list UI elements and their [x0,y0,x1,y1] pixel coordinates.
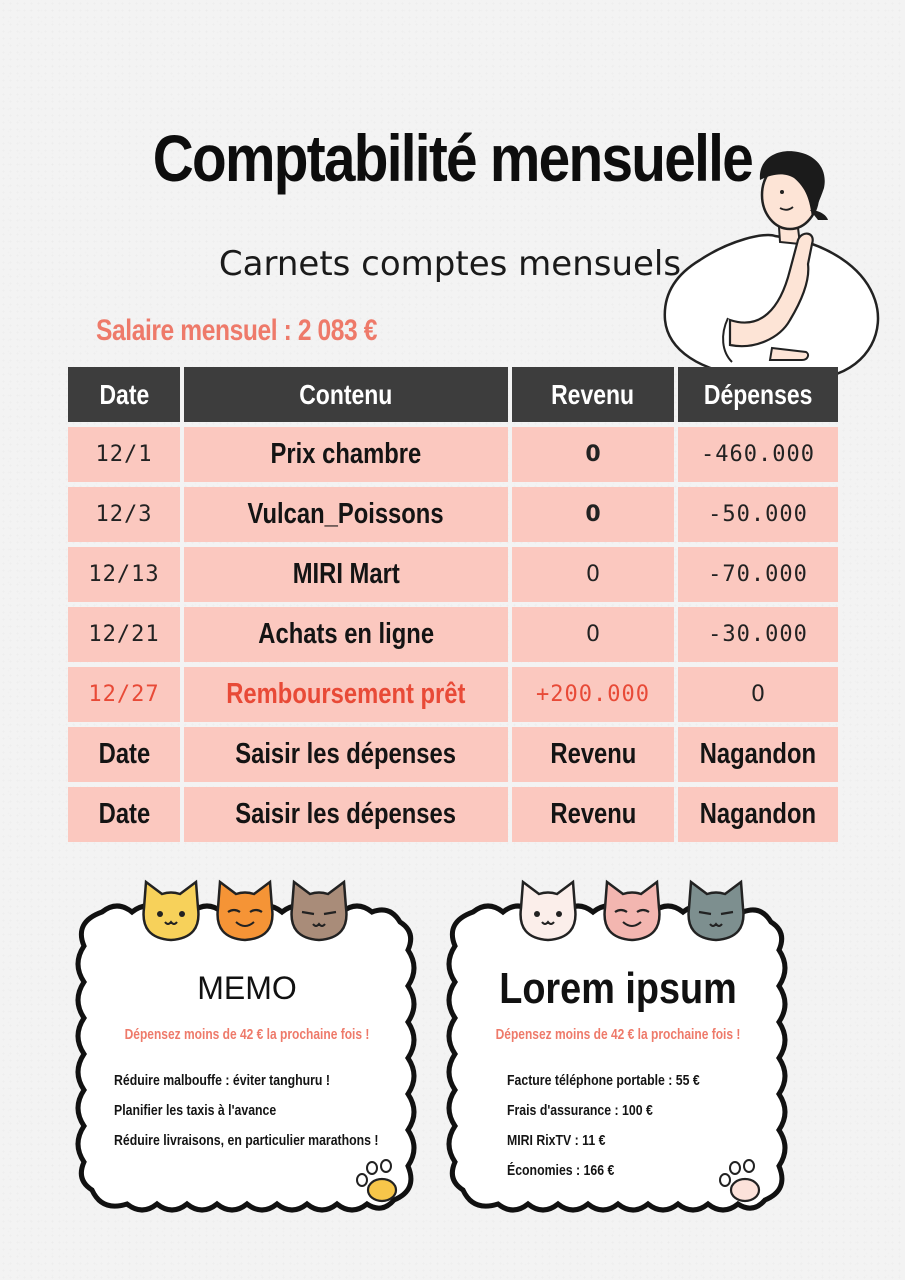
table-header-row [68,367,838,422]
header-income: Revenu [512,367,674,422]
cell-income: Revenu [512,787,674,842]
cell-income: 0 [512,547,674,602]
cell-income: 0 [512,487,674,542]
cell-expense: -30.000 [678,607,838,662]
table-row [68,727,838,782]
cell-income: Revenu [512,727,674,782]
list-item: Frais d'assurance : 100 € [507,1102,653,1119]
lorem-list [507,1070,742,1190]
list-item: Réduire livraisons, en particulier marathons ! [114,1132,379,1149]
table-row [68,547,838,602]
memo-card [72,900,422,1210]
cell-date: 12/21 [68,607,180,662]
table-row [68,427,838,482]
list-item: Réduire malbouffe : éviter tanghuru ! [114,1072,330,1089]
page-subtitle: Carnets comptes mensuels [218,244,682,284]
memo-title: MEMO [197,970,297,1006]
expense-table [64,362,842,847]
header-date: Date [68,367,180,422]
header-expenses: Dépenses [678,367,838,422]
cat-face-brown-icon [284,878,354,944]
cell-date: 12/27 [68,667,180,722]
table-row [68,487,838,542]
paw-print-icon [755,1158,807,1206]
list-item: Économies : 166 € [507,1162,615,1179]
person-illustration [660,140,890,380]
cat-face-gray-icon [681,878,751,944]
cell-content: Prix chambre [184,427,508,482]
cell-expense: -460.000 [678,427,838,482]
cell-income: +200.000 [512,667,674,722]
list-item: Facture téléphone portable : 55 € [507,1072,700,1089]
cell-content: Remboursement prêt [184,667,508,722]
cell-date: 12/1 [68,427,180,482]
paw-print-icon [352,1158,404,1206]
cell-date: 12/13 [68,547,180,602]
list-item: Planifier les taxis à l'avance [114,1102,277,1119]
cell-expense: 0 [678,667,838,722]
cell-date: Date [68,727,180,782]
lorem-card [443,900,793,1210]
header-content: Contenu [184,367,508,422]
cell-expense: Nagandon [678,787,838,842]
lorem-title: Lorem ipsum [499,964,737,1013]
table-row [68,607,838,662]
page-title: Comptabilité mensuelle [152,121,753,195]
cat-face-yellow-icon [136,878,206,944]
lorem-tip: Dépensez moins de 42 € la prochaine fois ! [495,1026,741,1043]
memo-tip: Dépensez moins de 42 € la prochaine fois ! [124,1026,370,1043]
cat-face-pink-icon [597,878,667,944]
cell-expense: Nagandon [678,727,838,782]
list-item: MIRI RixTV : 11 € [507,1132,606,1149]
cell-income: 0 [512,607,674,662]
cell-date: 12/3 [68,487,180,542]
cell-expense: -50.000 [678,487,838,542]
cat-face-white-icon [513,878,583,944]
cell-income: 0 [512,427,674,482]
memo-list [114,1070,437,1160]
cell-content: Achats en ligne [184,607,508,662]
monthly-salary: Salaire mensuel : 2 083 € [96,314,378,347]
cat-face-orange-icon [210,878,280,944]
cell-content: Vulcan_Poissons [184,487,508,542]
table-row-highlighted [68,667,838,722]
cell-content: MIRI Mart [184,547,508,602]
cell-date: Date [68,787,180,842]
cell-content: Saisir les dépenses [184,727,508,782]
cell-expense: -70.000 [678,547,838,602]
table-row [68,787,838,842]
cell-content: Saisir les dépenses [184,787,508,842]
